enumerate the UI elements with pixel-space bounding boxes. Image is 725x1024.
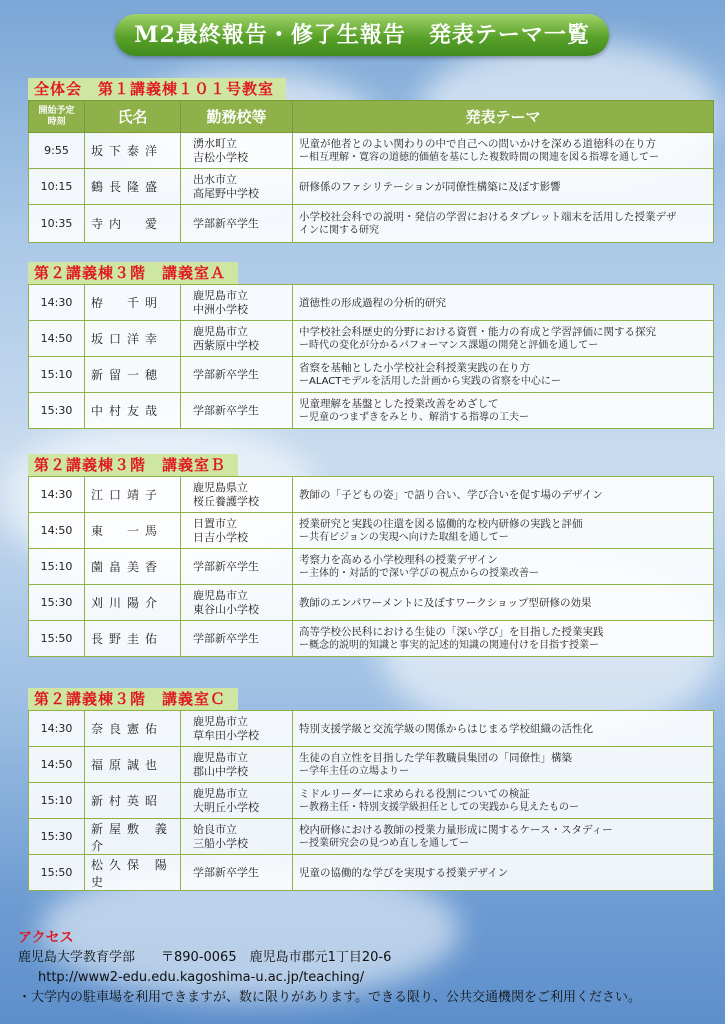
- table-row: [29, 133, 714, 169]
- presenter-name: 新村英昭: [85, 783, 181, 819]
- presenter-name: 鶴長隆盛: [85, 169, 181, 205]
- school-line: 桜丘養護学校: [193, 494, 259, 508]
- presentation-theme: [293, 549, 714, 585]
- school-line: 出水市立: [193, 172, 237, 186]
- theme-line: ーALACTモデルを活用した計画から実践の省察を中心にー: [299, 375, 561, 387]
- table-row: [29, 513, 714, 549]
- presenter-name: 中村友哉: [85, 393, 181, 429]
- table-row: [29, 855, 714, 891]
- start-time: 15:30: [29, 393, 85, 429]
- presentation-theme: [293, 477, 714, 513]
- theme-line: 道徳性の形成過程の分析的研究: [299, 296, 446, 309]
- school-line: 吉松小学校: [193, 150, 248, 164]
- theme-line: 教師のエンパワーメントに及ぼすワークショップ型研修の効果: [299, 596, 592, 609]
- theme-line: 生徒の自立性を目指した学年教職員集団の「同僚性」構築: [299, 751, 572, 764]
- school-line: 鹿児島市立: [193, 714, 248, 728]
- presenter-name: 松久保 陽史: [85, 855, 181, 891]
- school-line: 三船小学校: [193, 836, 248, 850]
- start-time: 10:15: [29, 169, 85, 205]
- workplace: [181, 819, 293, 855]
- presentation-theme: [293, 169, 714, 205]
- school-line: 鹿児島県立: [193, 480, 248, 494]
- theme-line: 研修係のファシリテーションが同僚性構築に及ぼす影響: [299, 180, 561, 193]
- presenter-name: 新留一穂: [85, 357, 181, 393]
- school-line: 学部新卒学生: [193, 631, 259, 645]
- theme-line: ー児童のつまずきをみとり、解消する指導の工夫ー: [299, 411, 529, 423]
- school-line: 姶良市立: [193, 822, 237, 836]
- table-row: [29, 321, 714, 357]
- school-line: 学部新卒学生: [193, 216, 259, 230]
- school-line: 日置市立: [193, 516, 237, 530]
- table-row: [29, 819, 714, 855]
- table-row: [29, 285, 714, 321]
- table-row: [29, 205, 714, 243]
- presenter-name: 長野圭佑: [85, 621, 181, 657]
- table-row: [29, 711, 714, 747]
- presentation-theme: [293, 393, 714, 429]
- theme-line: 小学校社会科での説明・発信の学習におけるタブレット端末を活用した授業デザ: [299, 210, 677, 223]
- presenter-name: 新屋敷 義介: [85, 819, 181, 855]
- workplace: [181, 205, 293, 243]
- presentation-theme: [293, 711, 714, 747]
- section-heading: 第２講義棟３階 講義室Ａ: [28, 262, 238, 284]
- start-time: 15:10: [29, 783, 85, 819]
- theme-line: ー学年主任の立場よりー: [299, 765, 409, 777]
- presentation-theme: [293, 621, 714, 657]
- school-line: 東谷山小学校: [193, 602, 259, 616]
- workplace: [181, 585, 293, 621]
- header-theme: 発表テーマ: [293, 101, 714, 133]
- header-school: 勤務校等: [181, 101, 293, 133]
- presentation-theme: [293, 783, 714, 819]
- school-line: 西紫原中学校: [193, 338, 259, 352]
- schedule-section: [28, 688, 713, 891]
- schedule-table: [28, 710, 714, 891]
- theme-line: 特別支援学級と交流学級の関係からはじまる学校組織の活性化: [299, 722, 593, 735]
- table-row: [29, 357, 714, 393]
- start-time: 14:50: [29, 747, 85, 783]
- workplace: [181, 855, 293, 891]
- presentation-theme: [293, 205, 714, 243]
- school-line: 草牟田小学校: [193, 728, 259, 742]
- access-info: [18, 928, 718, 1008]
- workplace: [181, 621, 293, 657]
- workplace: [181, 477, 293, 513]
- start-time: 15:30: [29, 819, 85, 855]
- presentation-theme: [293, 747, 714, 783]
- workplace: [181, 783, 293, 819]
- access-address: 鹿児島大学教育学部 〒890-0065 鹿児島市郡元1丁目20-6: [18, 950, 392, 965]
- access-url[interactable]: http://www2-edu.edu.kagoshima-u.ac.jp/teaching/: [38, 970, 365, 985]
- section-heading: 全体会 第１講義棟１０１号教室: [28, 78, 286, 100]
- workplace: [181, 393, 293, 429]
- start-time: 14:30: [29, 711, 85, 747]
- theme-line: ー主体的・対話的で深い学びの視点からの授業改善ー: [299, 567, 539, 579]
- theme-line: 校内研修における教師の授業力量形成に関するケース・スタディー: [299, 823, 613, 836]
- theme-line: 高等学校公民科における生徒の「深い学び」を目指した授業実践: [299, 625, 604, 638]
- school-line: 鹿児島市立: [193, 786, 248, 800]
- start-time: 9:55: [29, 133, 85, 169]
- theme-line: 児童理解を基盤とした授業改善をめざして: [299, 397, 499, 410]
- school-line: 湧水町立: [193, 136, 237, 150]
- presentation-theme: [293, 321, 714, 357]
- start-time: 15:50: [29, 621, 85, 657]
- workplace: [181, 169, 293, 205]
- school-line: 鹿児島市立: [193, 288, 248, 302]
- workplace: [181, 747, 293, 783]
- theme-line: インに関する研究: [299, 224, 379, 236]
- school-line: 日吉小学校: [193, 530, 248, 544]
- school-line: 大明丘小学校: [193, 800, 259, 814]
- theme-line: 児童の協働的な学びを実現する授業デザイン: [299, 866, 509, 879]
- theme-line: ー教務主任・特別支援学級担任としての実践から見えたものー: [299, 801, 579, 813]
- start-time: 15:50: [29, 855, 85, 891]
- presenter-name: 栫 千明: [85, 285, 181, 321]
- start-time: 10:35: [29, 205, 85, 243]
- header-time: 開始予定 時刻: [29, 101, 85, 133]
- start-time: 14:30: [29, 477, 85, 513]
- presentation-theme: [293, 585, 714, 621]
- schedule-section: [28, 454, 713, 657]
- table-row: [29, 585, 714, 621]
- workplace: [181, 711, 293, 747]
- table-row: [29, 747, 714, 783]
- table-row: [29, 477, 714, 513]
- school-line: 学部新卒学生: [193, 865, 259, 879]
- presentation-theme: [293, 285, 714, 321]
- start-time: 14:50: [29, 321, 85, 357]
- section-heading: 第２講義棟３階 講義室Ｂ: [28, 454, 238, 476]
- presenter-name: 寺内 愛: [85, 205, 181, 243]
- theme-line: 中学校社会科歴史的分野における資質・能力の育成と学習評価に関する探究: [299, 325, 656, 338]
- page-title: M2最終報告・修了生報告 発表テーマ一覧: [115, 14, 609, 56]
- schedule-table: [28, 476, 714, 657]
- start-time: 14:50: [29, 513, 85, 549]
- presentation-theme: [293, 357, 714, 393]
- theme-line: 考察力を高める小学校理科の授業デザイン: [299, 553, 498, 566]
- theme-line: ー授業研究会の見つめ直しを通してー: [299, 837, 469, 849]
- theme-line: 授業研究と実践の往還を図る協働的な校内研修の実践と評価: [299, 517, 583, 530]
- start-time: 15:30: [29, 585, 85, 621]
- presenter-name: 江口靖子: [85, 477, 181, 513]
- table-row: [29, 621, 714, 657]
- presenter-name: 刈川陽介: [85, 585, 181, 621]
- theme-line: ー共有ビジョンの実現へ向けた取組を通してー: [299, 531, 509, 543]
- start-time: 15:10: [29, 549, 85, 585]
- start-time: 14:30: [29, 285, 85, 321]
- presenter-name: 福原誠也: [85, 747, 181, 783]
- table-row: [29, 783, 714, 819]
- header-name: 氏名: [85, 101, 181, 133]
- presenter-name: 薗畠美香: [85, 549, 181, 585]
- schedule-section: [28, 262, 713, 429]
- access-note: ・大学内の駐車場を利用できますが、数に限りがあります。できる限り、公共交通機関をご利用ください。: [18, 990, 641, 1005]
- schedule-table: [28, 284, 714, 429]
- presentation-theme: [293, 133, 714, 169]
- theme-line: ー時代の変化が分かるパフォーマンス課題の開発と評価を通してー: [299, 339, 599, 351]
- school-line: 学部新卒学生: [193, 367, 259, 381]
- school-line: 鹿児島市立: [193, 750, 248, 764]
- workplace: [181, 549, 293, 585]
- school-line: 鹿児島市立: [193, 324, 248, 338]
- presenter-name: 坂下泰洋: [85, 133, 181, 169]
- presentation-theme: [293, 819, 714, 855]
- workplace: [181, 513, 293, 549]
- section-heading: 第２講義棟３階 講義室Ｃ: [28, 688, 238, 710]
- presentation-theme: [293, 855, 714, 891]
- theme-line: ー相互理解・寛容の道徳的価値を基にした複数時間の関連を図る指導を通してー: [299, 151, 659, 163]
- presenter-name: 奈良憲佑: [85, 711, 181, 747]
- table-row: [29, 393, 714, 429]
- workplace: [181, 357, 293, 393]
- theme-line: ー概念的説明的知識と事実的記述的知識の関連付けを目指す授業ー: [299, 639, 599, 651]
- school-line: 高尾野中学校: [193, 186, 259, 200]
- theme-line: 省察を基軸とした小学校社会科授業実践の在り方: [299, 361, 530, 374]
- workplace: [181, 321, 293, 357]
- table-row: [29, 549, 714, 585]
- presenter-name: 東 一馬: [85, 513, 181, 549]
- school-line: 郡山中学校: [193, 764, 248, 778]
- access-heading: アクセス: [18, 930, 74, 946]
- theme-line: 教師の「子どもの姿」で語り合い、学び合いを促す場のデザイン: [299, 488, 603, 501]
- table-row: [29, 169, 714, 205]
- start-time: 15:10: [29, 357, 85, 393]
- school-line: 学部新卒学生: [193, 403, 259, 417]
- workplace: [181, 133, 293, 169]
- schedule-table: [28, 100, 714, 243]
- school-line: 中洲小学校: [193, 302, 248, 316]
- presenter-name: 坂口洋幸: [85, 321, 181, 357]
- schedule-section: [28, 78, 713, 243]
- theme-line: 児童が他者とのよい関わりの中で自己への問いかけを深める道徳科の在り方: [299, 137, 656, 150]
- presentation-theme: [293, 513, 714, 549]
- workplace: [181, 285, 293, 321]
- school-line: 学部新卒学生: [193, 559, 259, 573]
- school-line: 鹿児島市立: [193, 588, 248, 602]
- theme-line: ミドルリーダーに求められる役割についての検証: [299, 787, 530, 800]
